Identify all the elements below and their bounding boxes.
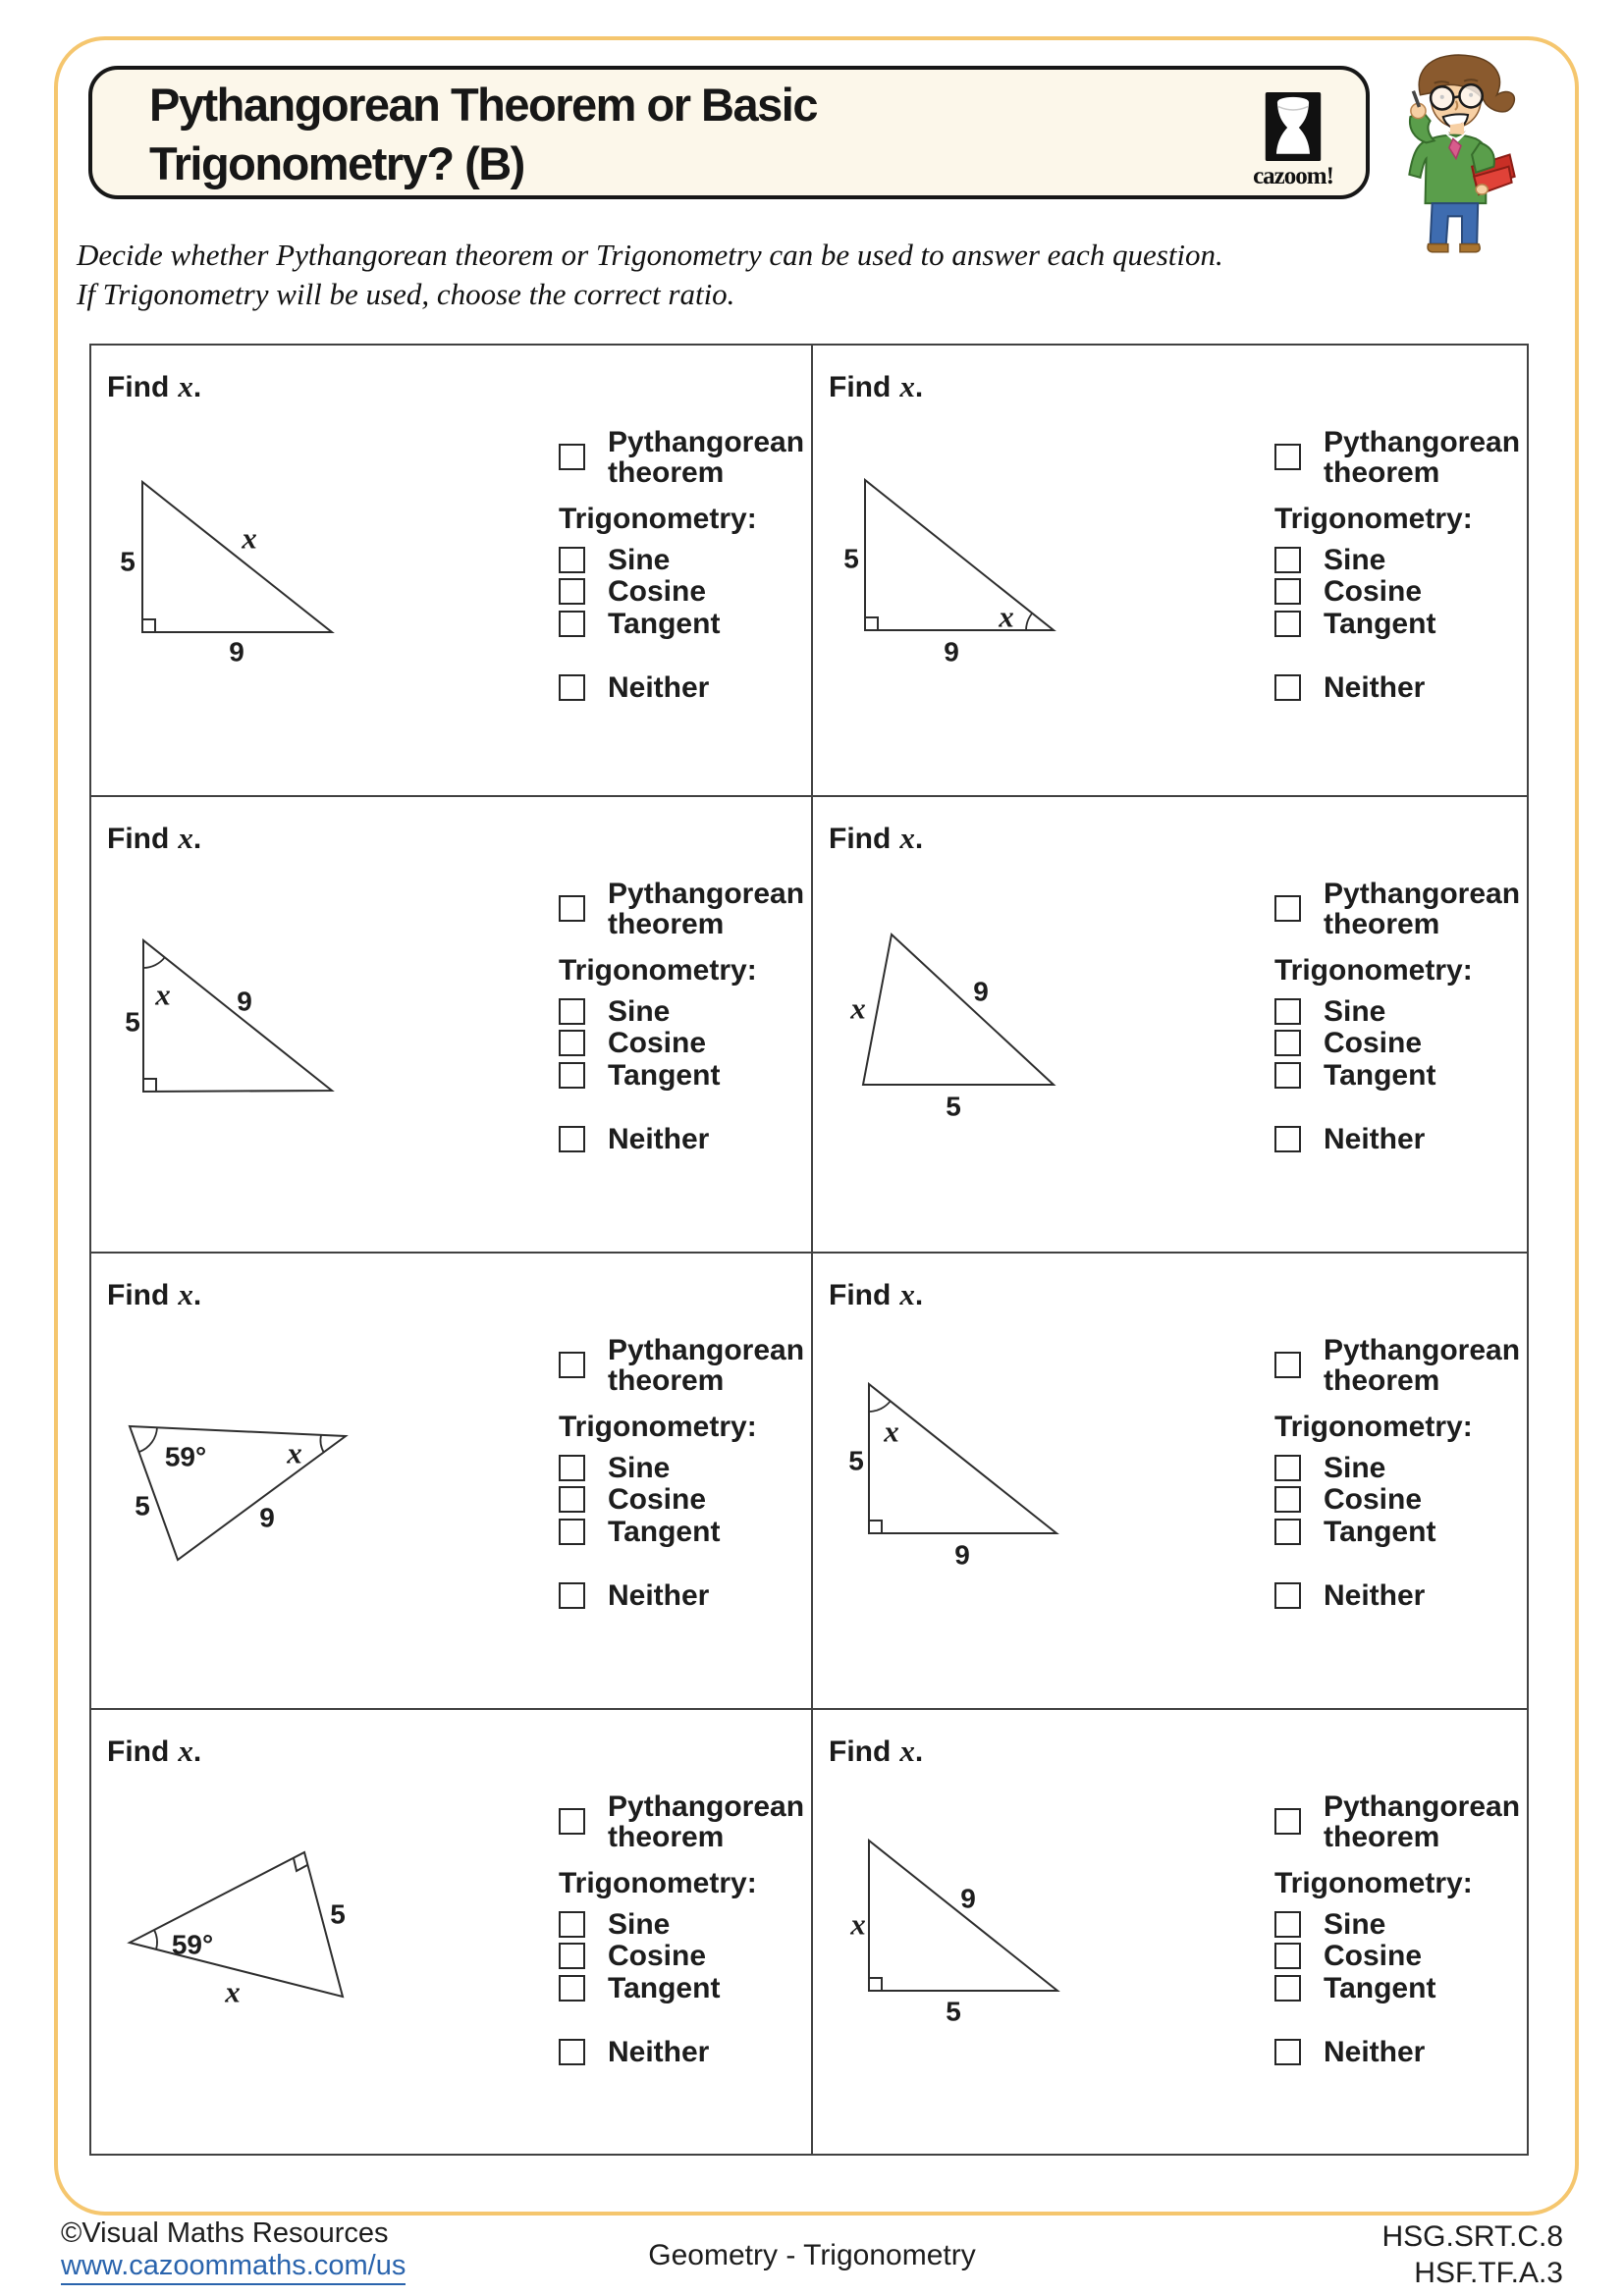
angle-label: 59° <box>171 1929 214 1960</box>
checkbox-neither[interactable] <box>559 674 585 701</box>
option-cosine-label: Cosine <box>608 1940 707 1972</box>
trigonometry-heading: Trigonometry: <box>1274 503 1473 535</box>
side-label: 5 <box>843 543 859 574</box>
angle-arc <box>154 1930 157 1949</box>
worksheet-category: Geometry - Trigonometry <box>648 2239 976 2271</box>
option-tangent-label: Tangent <box>608 1516 721 1548</box>
question-cell-4 <box>813 797 1527 1254</box>
option-cosine-label: Cosine <box>608 1483 707 1516</box>
triangle <box>863 934 1054 1085</box>
prompt-find: Find <box>107 1279 170 1311</box>
prompt-find: Find <box>107 371 170 403</box>
instructions-line-1: Decide whether Pythangorean theorem or Trigonometry can be used to answer each question. <box>77 238 1223 272</box>
side-label: 9 <box>229 636 244 667</box>
checkbox-neither[interactable] <box>1274 1126 1301 1152</box>
option-label-line: theorem <box>608 908 725 940</box>
standard-code-1: HSG.SRT.C.8 <box>1381 2220 1563 2253</box>
option-label-line: theorem <box>608 1364 725 1397</box>
prompt-period: . <box>914 823 924 855</box>
standard-code-2: HSF.TF.A.3 <box>1414 2257 1563 2289</box>
side-label: x <box>850 1906 866 1942</box>
option-sine-label: Sine <box>1324 1452 1386 1484</box>
side-label: 5 <box>946 1091 961 1122</box>
angle-label: x <box>884 1414 899 1449</box>
option-sine-label: Sine <box>608 1452 671 1484</box>
option-cosine-label: Cosine <box>1324 1940 1423 1972</box>
option-tangent-label: Tangent <box>608 1972 721 2004</box>
option-pythagorean-label <box>608 1791 804 1852</box>
option-pythagorean-label <box>608 427 804 488</box>
right-angle-marker <box>865 617 878 630</box>
option-label-line: Pythangorean <box>608 1790 805 1823</box>
trigonometry-heading: Trigonometry: <box>559 503 757 535</box>
option-neither-label: Neither <box>1324 1579 1426 1612</box>
checkbox-neither[interactable] <box>559 1582 585 1609</box>
option-tangent-label: Tangent <box>1324 1516 1436 1548</box>
page-title <box>149 76 817 193</box>
option-label-line: theorem <box>1324 456 1440 489</box>
option-label-line: theorem <box>1324 1821 1440 1853</box>
option-cosine-label: Cosine <box>608 1027 707 1059</box>
question-cell-8 <box>813 1710 1527 2154</box>
question-cell-1 <box>91 346 813 797</box>
side-label: x <box>242 520 257 556</box>
checkbox-cosine[interactable] <box>1274 1030 1301 1056</box>
side-label: 9 <box>237 986 252 1017</box>
option-label-line: theorem <box>1324 1364 1440 1397</box>
option-neither-label: Neither <box>1324 671 1426 704</box>
checkbox-sine[interactable] <box>559 547 585 573</box>
option-label-line: Pythangorean <box>1324 1334 1521 1366</box>
teacher-cartoon <box>1382 49 1542 253</box>
prompt-variable: x <box>899 1277 915 1311</box>
option-neither-label: Neither <box>608 1579 710 1612</box>
option-label-line: Pythangorean <box>608 878 805 910</box>
triangle-diagram <box>813 346 1108 684</box>
prompt-period: . <box>914 1735 924 1768</box>
trigonometry-heading: Trigonometry: <box>1274 954 1473 987</box>
instructions <box>77 236 1412 314</box>
checkbox-cosine[interactable] <box>1274 1486 1301 1513</box>
checkbox-pythagorean-theorem[interactable] <box>559 1808 585 1835</box>
checkbox-tangent[interactable] <box>559 1519 585 1545</box>
checkbox-pythagorean-theorem[interactable] <box>1274 1352 1301 1378</box>
question-grid <box>89 344 1529 2156</box>
triangle <box>142 482 332 632</box>
option-cosine-label: Cosine <box>1324 1027 1423 1059</box>
right-angle-marker <box>143 1079 156 1092</box>
checkbox-sine[interactable] <box>1274 998 1301 1025</box>
right-angle-marker <box>869 1521 882 1533</box>
triangle-diagram <box>91 346 386 684</box>
triangle <box>869 1384 1056 1533</box>
triangle-diagram <box>91 797 386 1136</box>
title-line-1: Pythangorean Theorem or Basic <box>149 79 817 131</box>
angle-arc <box>143 957 165 968</box>
option-tangent-label: Tangent <box>608 1059 721 1092</box>
prompt-variable: x <box>178 1734 193 1768</box>
checkbox-neither[interactable] <box>559 1126 585 1152</box>
prompt-period: . <box>192 1735 202 1768</box>
checkbox-cosine[interactable] <box>559 1943 585 1969</box>
prompt-variable: x <box>178 821 193 855</box>
triangle-diagram <box>813 1710 1108 2049</box>
right-angle-marker <box>869 1978 882 1991</box>
checkbox-cosine[interactable] <box>1274 1943 1301 1969</box>
checkbox-tangent[interactable] <box>1274 1062 1301 1089</box>
checkbox-sine[interactable] <box>1274 1911 1301 1938</box>
option-neither-label: Neither <box>608 2036 710 2068</box>
cazoom-logo <box>1234 91 1352 190</box>
checkbox-cosine[interactable] <box>559 1030 585 1056</box>
triangle <box>869 1841 1057 1991</box>
side-label: 9 <box>954 1539 970 1571</box>
option-label-line: Pythangorean <box>1324 878 1521 910</box>
option-label-line: Pythangorean <box>608 1334 805 1366</box>
option-pythagorean-label <box>1324 1335 1520 1396</box>
prompt-period: . <box>192 371 202 403</box>
triangle-diagram <box>91 1254 386 1592</box>
angle-label: x <box>999 599 1014 634</box>
option-sine-label: Sine <box>1324 544 1386 576</box>
prompt-period: . <box>914 371 924 403</box>
option-label-line: theorem <box>608 1821 725 1853</box>
side-label: 5 <box>946 1996 961 2027</box>
standards-codes <box>1382 2218 1564 2291</box>
checkbox-sine[interactable] <box>559 1911 585 1938</box>
option-sine-label: Sine <box>608 995 671 1028</box>
cazoom-website-link[interactable]: www.cazoommaths.com/us <box>61 2250 406 2285</box>
prompt-variable: x <box>899 1734 915 1768</box>
prompt-find: Find <box>107 1735 170 1768</box>
checkbox-sine[interactable] <box>1274 1455 1301 1481</box>
side-label: 9 <box>259 1502 275 1533</box>
prompt-find: Find <box>829 1735 892 1768</box>
option-cosine-label: Cosine <box>1324 575 1423 608</box>
option-pythagorean-label <box>1324 1791 1520 1852</box>
checkbox-cosine[interactable] <box>1274 578 1301 605</box>
option-cosine-label: Cosine <box>1324 1483 1423 1516</box>
checkbox-sine[interactable] <box>1274 547 1301 573</box>
checkbox-pythagorean-theorem[interactable] <box>1274 1808 1301 1835</box>
trigonometry-heading: Trigonometry: <box>1274 1867 1473 1899</box>
triangle-diagram <box>813 797 1108 1136</box>
checkbox-neither[interactable] <box>1274 1582 1301 1609</box>
prompt-period: . <box>914 1279 924 1311</box>
side-label: 5 <box>135 1490 150 1522</box>
option-label-line: theorem <box>1324 908 1440 940</box>
checkbox-tangent[interactable] <box>559 611 585 637</box>
prompt-variable: x <box>178 369 193 403</box>
option-neither-label: Neither <box>1324 1123 1426 1155</box>
checkbox-cosine[interactable] <box>559 1486 585 1513</box>
prompt-find: Find <box>829 823 892 855</box>
option-tangent-label: Tangent <box>608 608 721 640</box>
checkbox-tangent[interactable] <box>559 1062 585 1089</box>
checkbox-cosine[interactable] <box>559 578 585 605</box>
side-label: 9 <box>973 976 989 1007</box>
angle-label: x <box>287 1435 302 1470</box>
angle-label: 59° <box>164 1441 207 1472</box>
option-sine-label: Sine <box>608 1908 671 1941</box>
option-label-line: Pythangorean <box>1324 426 1521 458</box>
triangle <box>130 1426 346 1560</box>
prompt-variable: x <box>899 369 915 403</box>
copyright-text: ©Visual Maths Resources <box>61 2217 389 2249</box>
angle-label: x <box>155 977 171 1012</box>
option-pythagorean-label <box>1324 427 1520 488</box>
side-label: x <box>850 990 866 1026</box>
right-angle-marker <box>142 619 155 632</box>
checkbox-tangent[interactable] <box>1274 611 1301 637</box>
checkbox-tangent[interactable] <box>1274 1519 1301 1545</box>
side-label: 5 <box>120 546 135 577</box>
checkbox-tangent[interactable] <box>1274 1975 1301 2002</box>
option-pythagorean-label <box>1324 879 1520 939</box>
instructions-line-2: If Trigonometry will be used, choose the correct ratio. <box>77 277 735 311</box>
side-label: 9 <box>944 636 959 667</box>
option-neither-label: Neither <box>608 1123 710 1155</box>
option-neither-label: Neither <box>608 671 710 704</box>
angle-arc <box>139 1427 157 1452</box>
trigonometry-heading: Trigonometry: <box>1274 1411 1473 1443</box>
option-tangent-label: Tangent <box>1324 1972 1436 2004</box>
side-label: 5 <box>330 1898 346 1930</box>
option-sine-label: Sine <box>1324 1908 1386 1941</box>
option-pythagorean-label <box>608 879 804 939</box>
cazoom-wordmark: cazoom! <box>1253 163 1333 189</box>
djembe-drum-icon <box>1264 91 1323 162</box>
option-label-line: Pythangorean <box>1324 1790 1521 1823</box>
option-label-line: Pythangorean <box>608 426 805 458</box>
question-cell-2 <box>813 346 1527 797</box>
title-line-2: Trigonometry? (B) <box>149 137 524 189</box>
checkbox-pythagorean-theorem[interactable] <box>559 895 585 922</box>
prompt-find: Find <box>107 823 170 855</box>
checkbox-sine[interactable] <box>559 1455 585 1481</box>
right-angle-marker <box>294 1858 307 1871</box>
angle-arc <box>869 1401 891 1412</box>
title-box <box>88 66 1370 199</box>
question-cell-5 <box>91 1254 813 1710</box>
checkbox-pythagorean-theorem[interactable] <box>1274 895 1301 922</box>
prompt-variable: x <box>899 821 915 855</box>
option-tangent-label: Tangent <box>1324 1059 1436 1092</box>
trigonometry-heading: Trigonometry: <box>559 1867 757 1899</box>
prompt-variable: x <box>178 1277 193 1311</box>
checkbox-tangent[interactable] <box>559 1975 585 2002</box>
prompt-period: . <box>192 1279 202 1311</box>
prompt-period: . <box>192 823 202 855</box>
question-cell-6 <box>813 1254 1527 1710</box>
question-cell-7 <box>91 1710 813 2154</box>
prompt-find: Find <box>829 371 892 403</box>
option-sine-label: Sine <box>608 544 671 576</box>
side-label: 9 <box>960 1883 976 1914</box>
checkbox-neither[interactable] <box>1274 2039 1301 2065</box>
side-label: 5 <box>125 1006 140 1038</box>
triangle <box>865 480 1054 630</box>
angle-arc <box>1026 614 1032 630</box>
checkbox-sine[interactable] <box>559 998 585 1025</box>
option-tangent-label: Tangent <box>1324 608 1436 640</box>
trigonometry-heading: Trigonometry: <box>559 1411 757 1443</box>
checkbox-neither[interactable] <box>1274 674 1301 701</box>
checkbox-neither[interactable] <box>559 2039 585 2065</box>
checkbox-pythagorean-theorem[interactable] <box>559 444 585 470</box>
option-sine-label: Sine <box>1324 995 1386 1028</box>
trigonometry-heading: Trigonometry: <box>559 954 757 987</box>
side-label: 5 <box>848 1445 864 1476</box>
angle-arc <box>320 1435 324 1453</box>
option-pythagorean-label <box>608 1335 804 1396</box>
checkbox-pythagorean-theorem[interactable] <box>559 1352 585 1378</box>
option-neither-label: Neither <box>1324 2036 1426 2068</box>
triangle-diagram <box>813 1254 1108 1592</box>
prompt-find: Find <box>829 1279 892 1311</box>
question-cell-3 <box>91 797 813 1254</box>
side-label: x <box>225 1974 241 2009</box>
option-cosine-label: Cosine <box>608 575 707 608</box>
checkbox-pythagorean-theorem[interactable] <box>1274 444 1301 470</box>
triangle-diagram <box>91 1710 386 2049</box>
option-label-line: theorem <box>608 456 725 489</box>
